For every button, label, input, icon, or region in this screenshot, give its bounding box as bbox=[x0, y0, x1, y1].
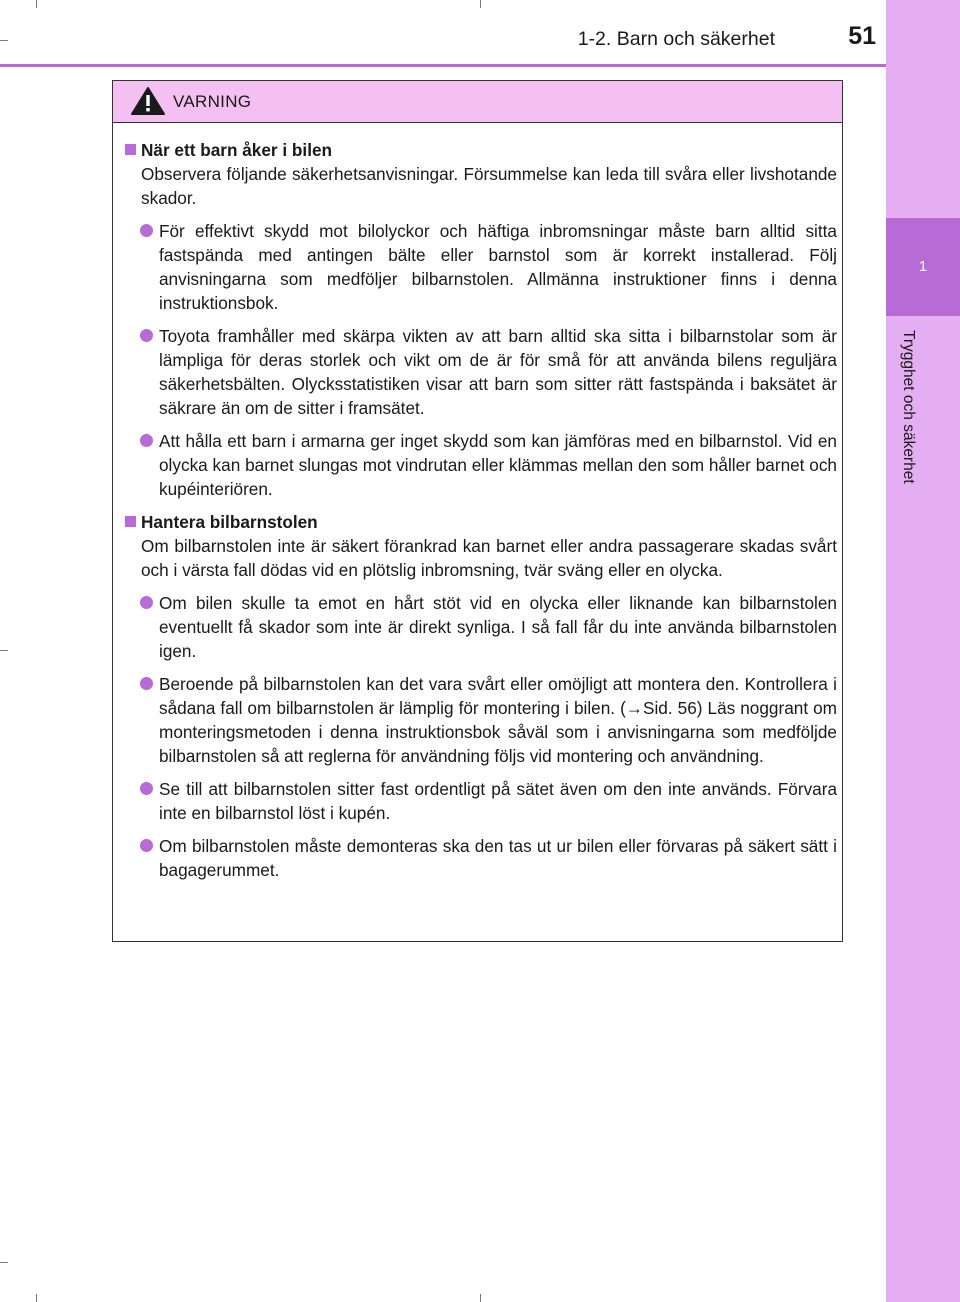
bullet-text: För effektivt skydd mot bilolyckor och häftiga inbromsningar måste barn alltid sitta fastspända med antingen bälte eller barnstol som är korrekt installerad. Följ anvisningarna som medföljer bilbarnstolen. Allmänna instruktioner finns i denna instruktionsbok. bbox=[159, 221, 837, 313]
header-rule bbox=[0, 64, 886, 67]
bullet-text: Om bilbarnstolen måste demonteras ska den tas ut ur bilen eller förvaras på säkert sätt i bagagerummet. bbox=[159, 836, 837, 880]
square-bullet-icon bbox=[125, 516, 136, 527]
square-bullet-icon bbox=[125, 144, 136, 155]
crop-mark bbox=[36, 0, 37, 8]
item-heading-text: När ett barn åker i bilen bbox=[141, 140, 333, 160]
bullet-item bbox=[125, 591, 837, 663]
bullet-item bbox=[125, 834, 837, 882]
bullet-item bbox=[125, 219, 837, 315]
bullet-text: Toyota framhåller med skärpa vikten av att barn alltid ska sitta i bilbarnstolar som är lämpliga för deras storlek och vikt om de är för små för att använda bilens reguljära säkerhetsbälten. Olycksstatistiken visar att barn som sitter rätt fastspända i baksätet är säkrare än om de sitter i framsätet. bbox=[159, 326, 837, 418]
circle-bullet-icon bbox=[140, 677, 153, 690]
bullet-text: Att hålla ett barn i armarna ger inget skydd som kan jämföras med en bilbarnstol. Vid en olycka kan barnet slungas mot vindrutan eller klämmas mellan den som håller barnet och kupéinteriören. bbox=[159, 431, 837, 499]
chapter-title-container bbox=[895, 330, 919, 530]
crop-mark bbox=[480, 0, 481, 8]
item-intro: Om bilbarnstolen inte är säkert förankrad kan barnet eller andra passagerare skadas svårt och i värsta fall dödas vid en plötslig inbromsning, tvär sväng eller en olycka. bbox=[141, 536, 837, 580]
bullet-text: Se till att bilbarnstolen sitter fast ordentligt på sätet även om den inte används. Förvara inte en bilbarnstol löst i kupén. bbox=[159, 779, 837, 823]
item-intro: Observera följande säkerhetsanvisningar. Försummelse kan leda till svåra eller livshotande skador. bbox=[141, 164, 837, 208]
item-heading bbox=[125, 138, 837, 162]
warning-box bbox=[112, 80, 843, 942]
bullet-item bbox=[125, 429, 837, 501]
circle-bullet-icon bbox=[140, 434, 153, 447]
section-title: 1-2. Barn och säkerhet bbox=[577, 28, 775, 50]
circle-bullet-icon bbox=[140, 224, 153, 237]
bullet-item bbox=[125, 672, 837, 768]
crop-mark bbox=[0, 1262, 8, 1263]
warning-header bbox=[113, 81, 842, 123]
warning-content bbox=[125, 138, 837, 882]
page-number: 51 bbox=[848, 22, 876, 50]
circle-bullet-icon bbox=[140, 782, 153, 795]
bullet-item bbox=[125, 777, 837, 825]
chapter-side-tab bbox=[886, 0, 960, 1302]
warning-title: VARNING bbox=[173, 92, 252, 111]
bullet-text: Om bilen skulle ta emot en hårt stöt vid en olycka eller liknande kan bilbarnstolen eventuellt få skador som inte är direkt synliga. I så fall får du inte använda bilbarnstolen igen. bbox=[159, 593, 837, 661]
chapter-title: Trygghet och säkerhet bbox=[900, 330, 917, 484]
circle-bullet-icon bbox=[140, 839, 153, 852]
bullet-item bbox=[125, 324, 837, 420]
item-heading-text: Hantera bilbarnstolen bbox=[141, 512, 318, 532]
bullet-text: Beroende på bilbarnstolen kan det vara svårt eller omöjligt att montera den. Kontrollera i sådana fall om bilbarnstolen är lämplig för montering i bilen. (→Sid. 56) Läs noggrant om monteringsmetoden i denna instruktionsbok såväl som i anvisningarna som medföljde bilbarnstolen så att reglerna för användning följs vid montering och användning. bbox=[159, 674, 837, 766]
item-heading bbox=[125, 510, 837, 534]
circle-bullet-icon bbox=[140, 329, 153, 342]
warning-triangle-icon bbox=[130, 86, 166, 116]
crop-mark bbox=[0, 650, 8, 651]
crop-mark bbox=[36, 1294, 37, 1302]
circle-bullet-icon bbox=[140, 596, 153, 609]
crop-mark bbox=[0, 40, 8, 41]
crop-mark bbox=[480, 1294, 481, 1302]
chapter-number: 1 bbox=[918, 258, 928, 275]
